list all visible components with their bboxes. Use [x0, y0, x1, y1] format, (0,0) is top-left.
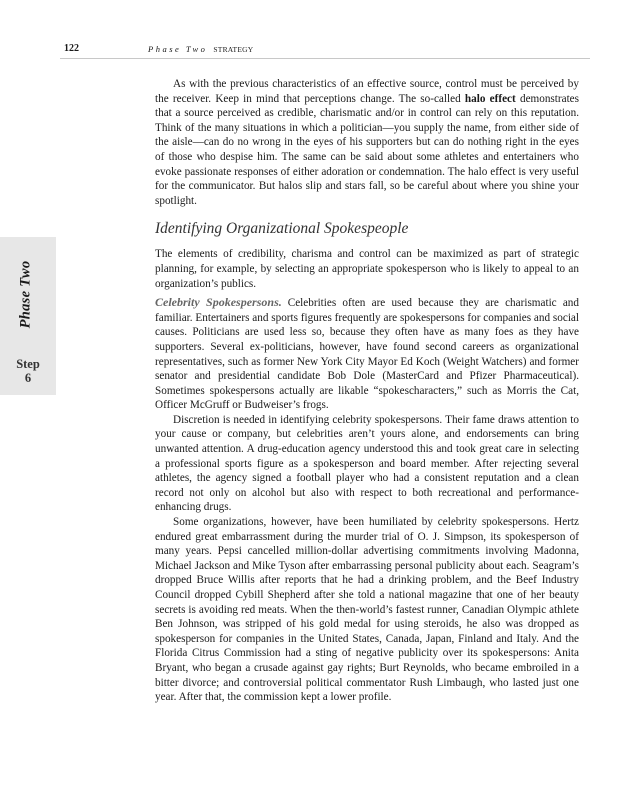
run-in-heading: Celebrity Spokespersons.	[155, 295, 282, 310]
side-tab-phase-label: Phase Two	[17, 260, 34, 328]
paragraph	[155, 77, 579, 208]
paragraph-1-part-b: demonstrates that a source perceived as credible, charismatic and/or in control can rely on this reputation. Think of the many situations in which a politician—you supply the name, from either side of the aisle—can do no wrong in the eyes of his supporters but can do nothing right in the eyes of those who despise him. The same can be said about some athletes and entertainers who evoke passionate responses of either adoration or condemnation. The halo effect is very useful for the communicator. But halos slip and stars fall, so be careful about where you shine your spotlight.	[155, 92, 579, 207]
side-tab-step-number: 6	[24, 371, 32, 385]
page-number: 122	[64, 43, 79, 54]
paragraph	[155, 295, 579, 413]
halo-effect-term: halo effect	[464, 92, 516, 105]
paragraph-3-text: Celebrities often are used because they are charismatic and familiar. Entertainers and sports figures frequently are spokespersons for companies and social causes. Politicians are used less so, because they often have as many foes as they have supporters. Several ex-politicians, however, have found second careers as organizational representatives, such as former New York City Mayor Ed Koch (Weight Watchers) and former senator and presidential candidate Bob Dole (MasterCard and Pfizer Pharmaceutical). Sometimes spokespersons actually are likable “spokescharacters,” such as Morris the Cat, Officer McGruff or Budweiser’s frogs.	[155, 297, 579, 412]
paragraph: The elements of credibility, charisma and control can be maximized as part of strategic planning, for example, by selecting an appropriate spokesperson who is likely to appeal to an organization’s publics.	[155, 248, 579, 290]
side-tab-phase	[8, 252, 44, 336]
side-tab-step	[0, 357, 56, 385]
paragraph-1-part-a: As with the previous characteristics of an effective source, control must be perceived by the receiver. Keep in mind that perceptions change. The so-called	[155, 78, 579, 105]
paragraph: Some organizations, however, have been humiliated by celebrity spokespersons. Hertz endured great embarrassment during the murder trial of O. J. Simpson, its spokesperson of many years. Pepsi cancelled million-dollar advertising commitments involving Madonna, Michael Jackson and Mike Tyson after embarrassing personal publicity about each. Seagram’s dropped Bruce Willis after reports that he had a drinking problem, and the Beef Industry Council dropped Cybill Shepherd after she told a national magazine that one of her beauty secrets is avoiding red meats. When the then-world’s fastest runner, Canadian Olympic athlete Ben Johnson, was stripped of his gold medal for using steroids, he also was dropped as spokesperson for companies in the United States, Canada, Japan, Finland and Italy. And the Florida Citrus Commission had a sting of negative publicity over its spokespersons: Anita Bryant, who began a crusade against gay rights; Burt Reynolds, who became embroiled in a bitter divorce; and controversial political commentator Rush Limbaugh, who lasted just one year. After that, the commission kept a lower profile.	[155, 516, 579, 704]
running-head	[148, 44, 253, 54]
header-rule	[60, 58, 590, 59]
paragraph: Discretion is needed in identifying celebrity spokespersons. Their fame draws attention to your cause or company, but celebrities aren’t yours alone, and endorsements can bring unwanted attention. A drug-education agency understood this and took great care in selecting a professional sports figure as a spokesperson and board member. After rejecting several athletes, the agency signed a football player who had a consistent reputation and a clean record not only on alcohol but also with respect to both recreational and performance-enhancing drugs.	[155, 413, 579, 514]
side-tab-step-word: Step	[16, 357, 40, 371]
section-heading: Identifying Organizational Spokespeople	[155, 220, 409, 238]
body-text	[155, 77, 579, 705]
running-head-phase: Phase Two	[148, 44, 208, 54]
running-head-section: STRATEGY	[213, 45, 254, 54]
